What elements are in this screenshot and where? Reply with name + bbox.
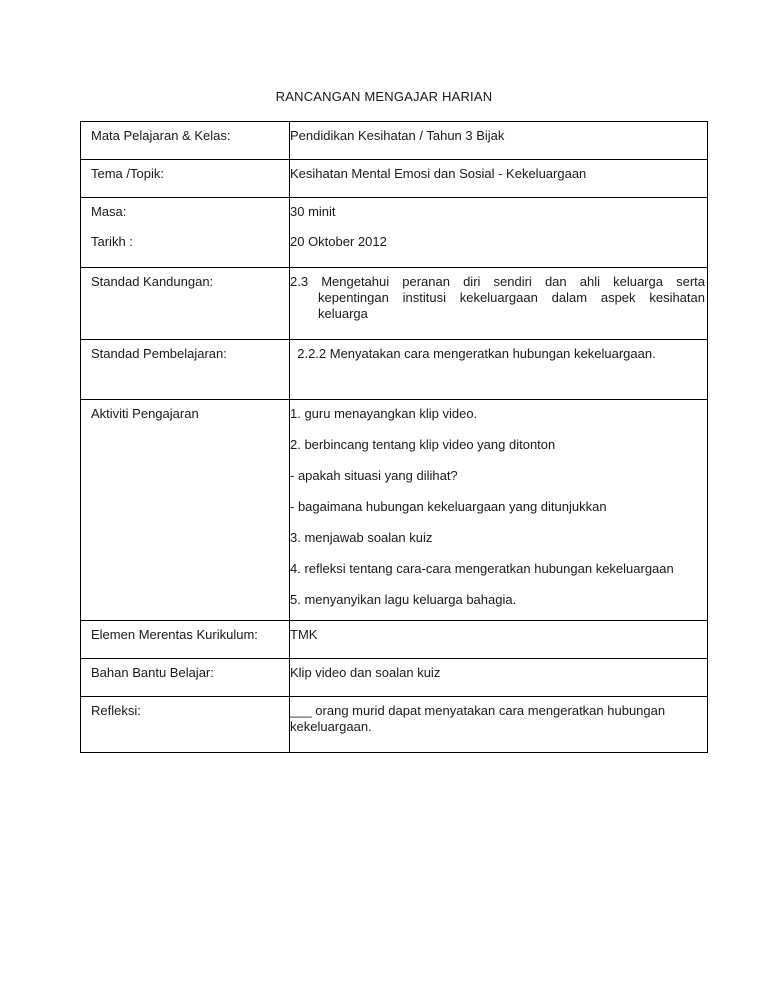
time-value: 30 minit (290, 204, 336, 219)
reflection-value: ___ orang murid dapat menyatakan cara mengeratkan hubungan kekeluargaan. (290, 697, 708, 753)
content-standard-label: Standad Kandungan: (81, 268, 290, 340)
learning-standard-label: Standad Pembelajaran: (81, 340, 290, 400)
cross-curriculum-label: Elemen Merentas Kurikulum: (81, 621, 290, 659)
table-row-learning-standard (81, 340, 708, 400)
cross-curriculum-value: TMK (290, 621, 708, 659)
time-label: Masa: (91, 204, 127, 219)
list-item: 4. refleksi tentang cara-cara mengeratkan hubungan kekeluargaan (290, 561, 674, 576)
learning-standard-value: 2.2.2 Menyatakan cara mengeratkan hubungan kekeluargaan. (290, 340, 708, 400)
topic-label: Tema /Topik: (81, 160, 290, 198)
list-item: 1. guru menayangkan klip video. (290, 406, 478, 421)
list-item: - apakah situasi yang dilihat? (290, 468, 458, 483)
time-date-values (290, 198, 708, 268)
list-item: 3. menjawab soalan kuiz (290, 530, 433, 545)
reflection-label: Refleksi: (81, 697, 290, 753)
table-row-content-standard (81, 268, 708, 340)
teaching-aids-label: Bahan Bantu Belajar: (81, 659, 290, 697)
table-row-reflection (81, 697, 708, 753)
table-row-teaching-aids (81, 659, 708, 697)
list-item: 2. berbincang tentang klip video yang ditonton (290, 437, 556, 452)
list-item: - bagaimana hubungan kekeluargaan yang ditunjukkan (290, 499, 607, 514)
content-standard-value: 2.3 Mengetahui peranan diri sendiri dan ahli keluarga serta kepentingan institusi kekeluargaan dalam aspek kesihatan keluarga (290, 274, 709, 321)
subject-value: Pendidikan Kesihatan / Tahun 3 Bijak (290, 122, 708, 160)
list-item: 5. menyanyikan lagu keluarga bahagia. (290, 592, 517, 607)
date-value: 20 Oktober 2012 (290, 234, 387, 249)
table-row-subject (81, 122, 708, 160)
time-date-labels (81, 198, 290, 268)
content-standard-cell (290, 268, 708, 340)
date-label: Tarikh : (91, 234, 133, 249)
table-row-cross-curriculum (81, 621, 708, 659)
subject-label: Mata Pelajaran & Kelas: (81, 122, 290, 160)
table-row-topic (81, 160, 708, 198)
table-row-activities (81, 400, 708, 621)
topic-value: Kesihatan Mental Emosi dan Sosial - Kekeluargaan (290, 160, 708, 198)
table-row-time-date (81, 198, 708, 268)
lesson-plan-table (80, 121, 708, 753)
activities-label: Aktiviti Pengajaran (81, 400, 290, 621)
activities-list (290, 400, 708, 621)
teaching-aids-value: Klip video dan soalan kuiz (290, 659, 708, 697)
document-title: RANCANGAN MENGAJAR HARIAN (275, 89, 493, 104)
